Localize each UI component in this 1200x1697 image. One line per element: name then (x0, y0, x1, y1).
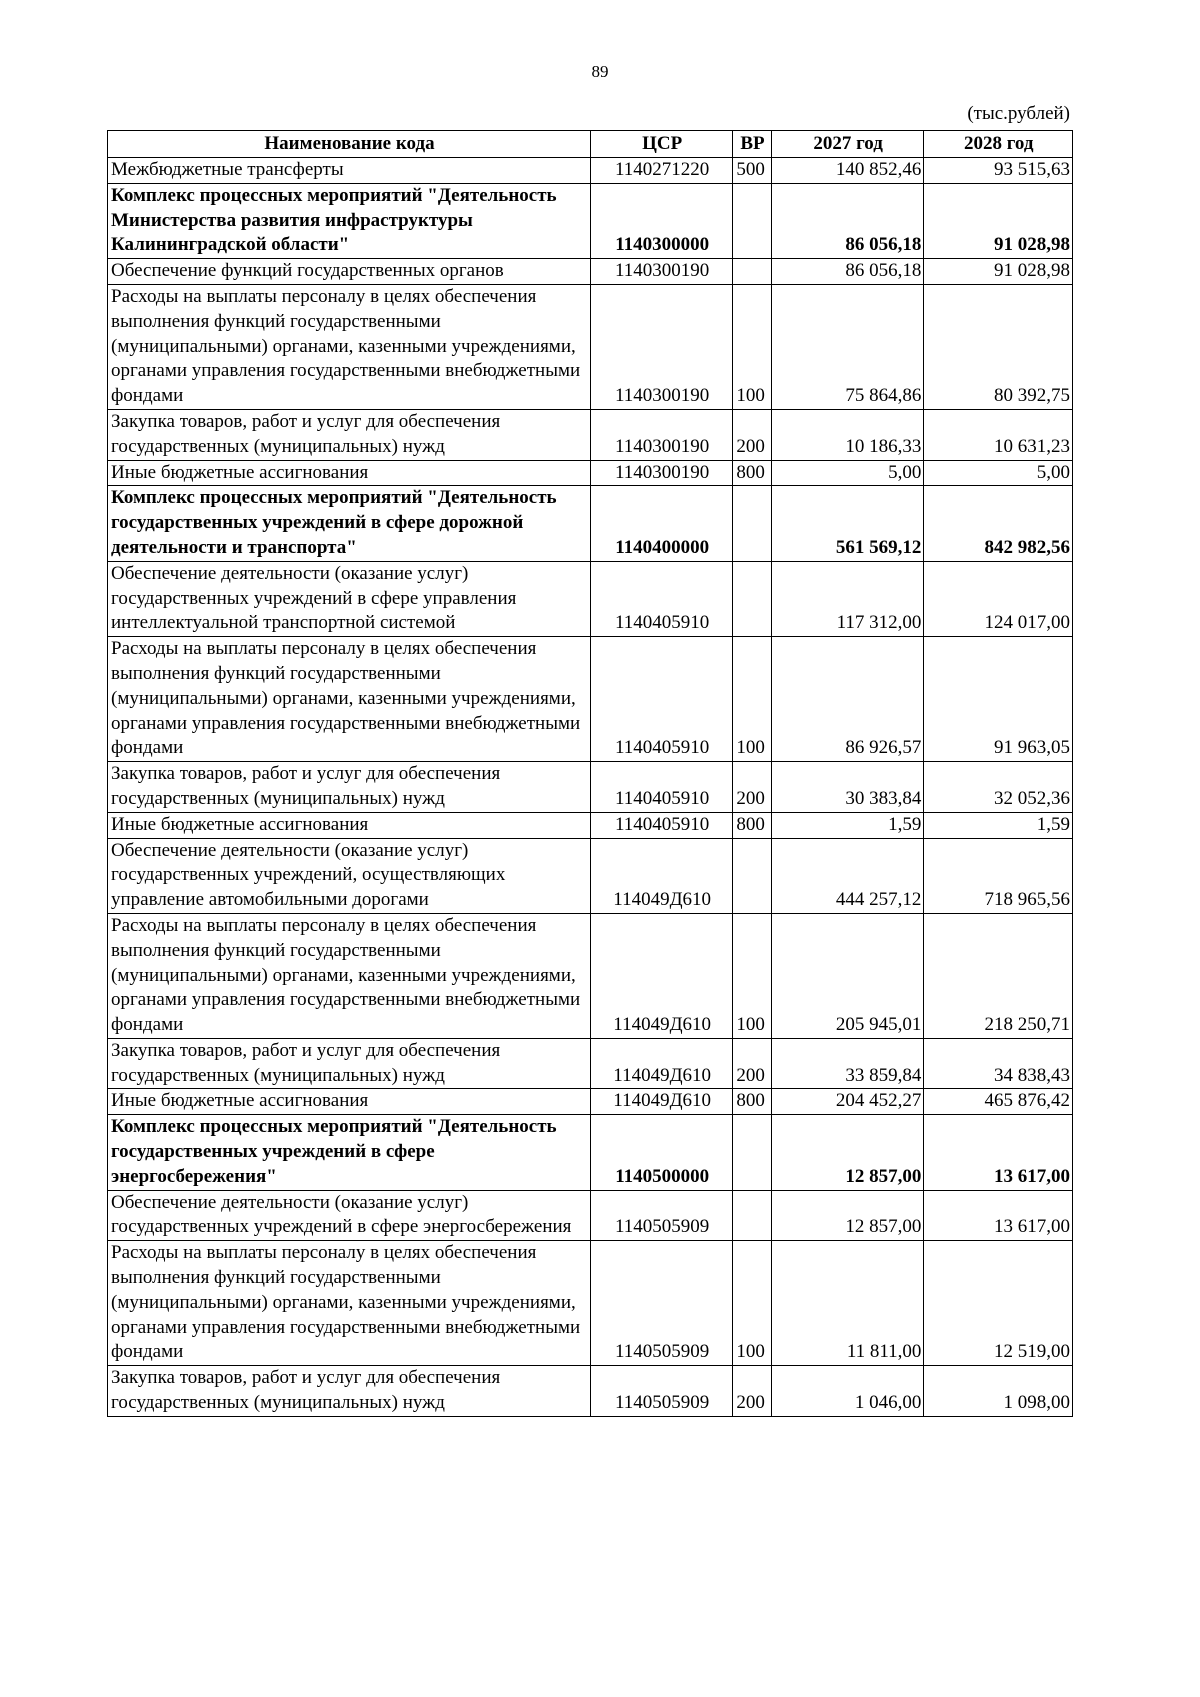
table-row (108, 1190, 1073, 1241)
cell-vr: 800 (733, 1089, 771, 1115)
cell-csr: 114049Д610 (591, 1089, 733, 1115)
cell-2027: 75 864,86 (771, 284, 924, 409)
cell-2028: 465 876,42 (924, 1089, 1073, 1115)
cell-2028: 10 631,23 (924, 409, 1073, 460)
unit-note: (тыс.рублей) (967, 103, 1070, 124)
cell-2028: 93 515,63 (924, 158, 1073, 184)
table-row (108, 913, 1073, 1038)
cell-2027: 5,00 (771, 460, 924, 486)
cell-csr: 1140505909 (591, 1366, 733, 1417)
cell-2027: 30 383,84 (771, 762, 924, 813)
table-row (108, 812, 1073, 838)
cell-name: Закупка товаров, работ и услуг для обеспечения государственных (муниципальных) нужд (108, 762, 591, 813)
cell-vr: 100 (733, 913, 771, 1038)
table-row (108, 1241, 1073, 1366)
table-header-row (108, 131, 1073, 158)
cell-vr (733, 1115, 771, 1190)
cell-name: Обеспечение функций государственных органов (108, 259, 591, 285)
cell-name: Обеспечение деятельности (оказание услуг) государственных учреждений, осуществляющих управление автомобильными дорогами (108, 838, 591, 913)
cell-name: Обеспечение деятельности (оказание услуг) государственных учреждений в сфере управления интеллектуальной транспортной системой (108, 561, 591, 636)
cell-2028: 218 250,71 (924, 913, 1073, 1038)
cell-2027: 12 857,00 (771, 1190, 924, 1241)
table-row (108, 1089, 1073, 1115)
cell-vr (733, 561, 771, 636)
cell-csr: 1140500000 (591, 1115, 733, 1190)
table-row (108, 183, 1073, 258)
table-row (108, 762, 1073, 813)
cell-csr: 1140405910 (591, 812, 733, 838)
table-row (108, 409, 1073, 460)
header-name: Наименование кода (108, 131, 591, 158)
cell-csr: 1140405910 (591, 561, 733, 636)
table-row (108, 838, 1073, 913)
cell-name: Обеспечение деятельности (оказание услуг) государственных учреждений в сфере энергосбережения (108, 1190, 591, 1241)
cell-2028: 91 963,05 (924, 637, 1073, 762)
cell-name: Комплекс процессных мероприятий "Деятельность Министерства развития инфраструктуры Калининградской области" (108, 183, 591, 258)
cell-2027: 86 056,18 (771, 183, 924, 258)
cell-2027: 33 859,84 (771, 1038, 924, 1089)
cell-csr: 1140505909 (591, 1241, 733, 1366)
header-vr: ВР (733, 131, 771, 158)
table-row (108, 1038, 1073, 1089)
table-row (108, 1366, 1073, 1417)
cell-csr: 1140400000 (591, 486, 733, 561)
cell-csr: 1140300190 (591, 259, 733, 285)
cell-2028: 842 982,56 (924, 486, 1073, 561)
cell-2028: 34 838,43 (924, 1038, 1073, 1089)
cell-csr: 114049Д610 (591, 913, 733, 1038)
cell-vr: 100 (733, 637, 771, 762)
page-number: 89 (591, 62, 609, 81)
cell-2027: 561 569,12 (771, 486, 924, 561)
cell-name: Иные бюджетные ассигнования (108, 460, 591, 486)
header-2027: 2027 год (771, 131, 924, 158)
cell-vr (733, 259, 771, 285)
table-row (108, 486, 1073, 561)
cell-csr: 1140405910 (591, 762, 733, 813)
cell-2028: 13 617,00 (924, 1190, 1073, 1241)
cell-2027: 117 312,00 (771, 561, 924, 636)
cell-csr: 1140505909 (591, 1190, 733, 1241)
cell-vr: 100 (733, 284, 771, 409)
header-2028: 2028 год (924, 131, 1073, 158)
cell-2027: 86 926,57 (771, 637, 924, 762)
cell-name: Расходы на выплаты персоналу в целях обеспечения выполнения функций государственными (муниципальными) органами, казенными учреждениями, органами управления государственными внебюджетными фондами (108, 284, 591, 409)
cell-csr: 1140300190 (591, 409, 733, 460)
cell-2028: 718 965,56 (924, 838, 1073, 913)
cell-2028: 91 028,98 (924, 259, 1073, 285)
budget-table (107, 130, 1073, 1417)
cell-2027: 444 257,12 (771, 838, 924, 913)
cell-name: Закупка товаров, работ и услуг для обеспечения государственных (муниципальных) нужд (108, 1366, 591, 1417)
cell-vr: 200 (733, 409, 771, 460)
cell-name: Закупка товаров, работ и услуг для обеспечения государственных (муниципальных) нужд (108, 1038, 591, 1089)
cell-name: Комплекс процессных мероприятий "Деятельность государственных учреждений в сфере дорожной деятельности и транспорта" (108, 486, 591, 561)
cell-2028: 13 617,00 (924, 1115, 1073, 1190)
table-row (108, 561, 1073, 636)
cell-vr: 800 (733, 812, 771, 838)
cell-vr: 100 (733, 1241, 771, 1366)
cell-vr: 200 (733, 762, 771, 813)
cell-2027: 140 852,46 (771, 158, 924, 184)
cell-2028: 1 098,00 (924, 1366, 1073, 1417)
cell-2028: 91 028,98 (924, 183, 1073, 258)
cell-vr (733, 486, 771, 561)
table-row (108, 637, 1073, 762)
cell-vr: 200 (733, 1366, 771, 1417)
cell-name: Межбюджетные трансферты (108, 158, 591, 184)
cell-csr: 1140271220 (591, 158, 733, 184)
cell-name: Иные бюджетные ассигнования (108, 1089, 591, 1115)
table-row (108, 1115, 1073, 1190)
cell-2028: 124 017,00 (924, 561, 1073, 636)
cell-2027: 86 056,18 (771, 259, 924, 285)
cell-name: Расходы на выплаты персоналу в целях обеспечения выполнения функций государственными (муниципальными) органами, казенными учреждениями, органами управления государственными внебюджетными фондами (108, 637, 591, 762)
cell-vr: 200 (733, 1038, 771, 1089)
cell-2027: 205 945,01 (771, 913, 924, 1038)
cell-2027: 1 046,00 (771, 1366, 924, 1417)
cell-2027: 12 857,00 (771, 1115, 924, 1190)
cell-csr: 114049Д610 (591, 838, 733, 913)
cell-vr: 800 (733, 460, 771, 486)
cell-name: Комплекс процессных мероприятий "Деятельность государственных учреждений в сфере энергосбережения" (108, 1115, 591, 1190)
header-csr: ЦСР (591, 131, 733, 158)
cell-2027: 11 811,00 (771, 1241, 924, 1366)
cell-2027: 1,59 (771, 812, 924, 838)
cell-2028: 5,00 (924, 460, 1073, 486)
cell-vr: 500 (733, 158, 771, 184)
cell-csr: 1140300000 (591, 183, 733, 258)
cell-2028: 12 519,00 (924, 1241, 1073, 1366)
cell-vr (733, 1190, 771, 1241)
table-row (108, 259, 1073, 285)
table-row (108, 158, 1073, 184)
cell-csr: 114049Д610 (591, 1038, 733, 1089)
cell-csr: 1140300190 (591, 460, 733, 486)
cell-name: Расходы на выплаты персоналу в целях обеспечения выполнения функций государственными (муниципальными) органами, казенными учреждениями, органами управления государственными внебюджетными фондами (108, 913, 591, 1038)
table-row (108, 460, 1073, 486)
table-body (108, 158, 1073, 1417)
cell-name: Расходы на выплаты персоналу в целях обеспечения выполнения функций государственными (муниципальными) органами, казенными учреждениями, органами управления государственными внебюджетными фондами (108, 1241, 591, 1366)
cell-2028: 80 392,75 (924, 284, 1073, 409)
cell-vr (733, 183, 771, 258)
cell-name: Закупка товаров, работ и услуг для обеспечения государственных (муниципальных) нужд (108, 409, 591, 460)
cell-vr (733, 838, 771, 913)
cell-csr: 1140300190 (591, 284, 733, 409)
table-row (108, 284, 1073, 409)
cell-2028: 1,59 (924, 812, 1073, 838)
cell-2027: 204 452,27 (771, 1089, 924, 1115)
cell-csr: 1140405910 (591, 637, 733, 762)
cell-2027: 10 186,33 (771, 409, 924, 460)
cell-2028: 32 052,36 (924, 762, 1073, 813)
cell-name: Иные бюджетные ассигнования (108, 812, 591, 838)
